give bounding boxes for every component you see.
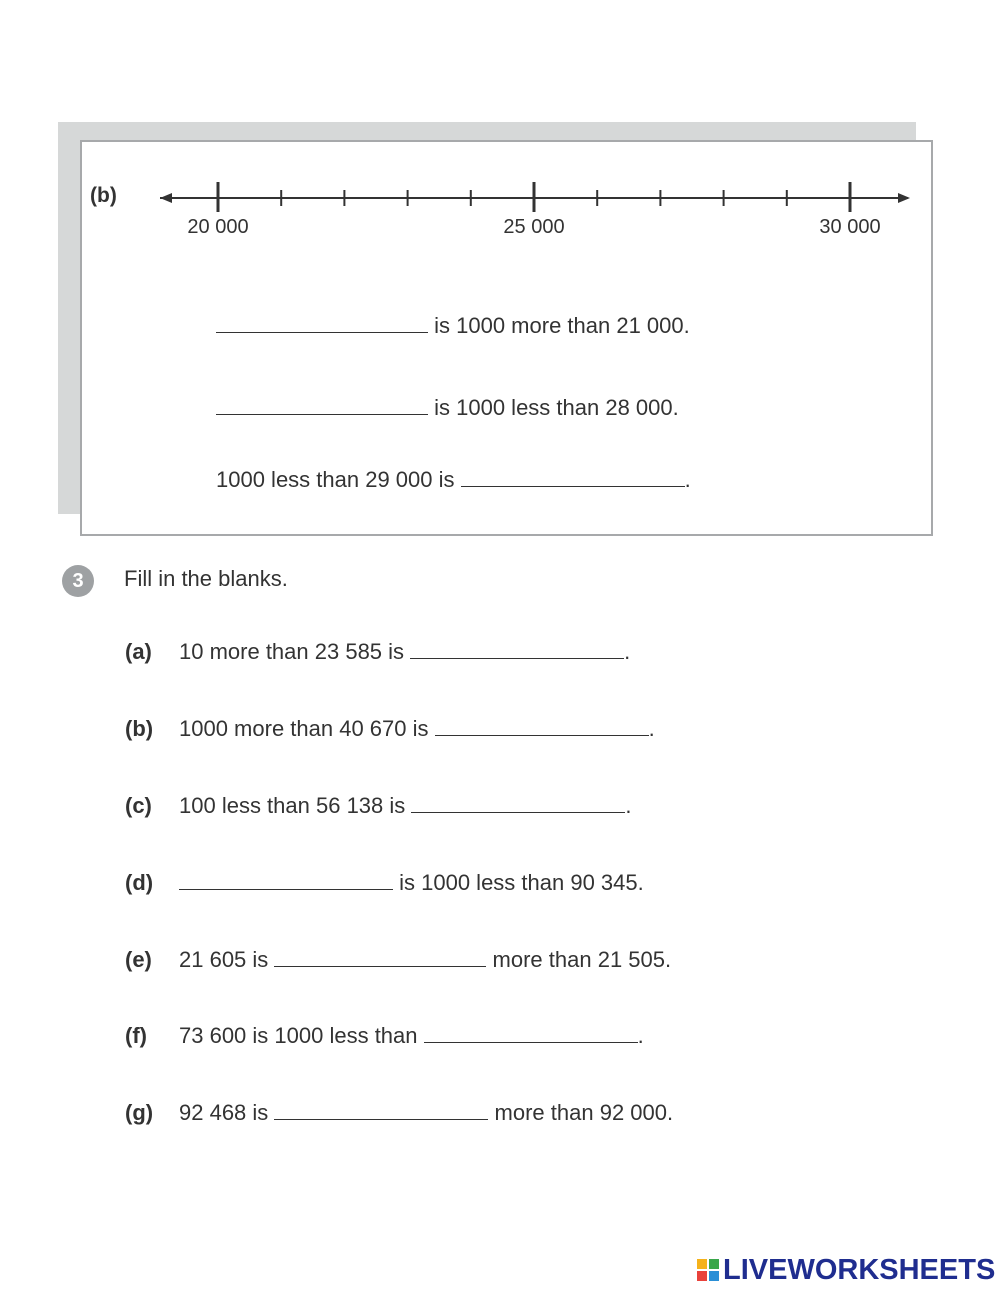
statement-text: is 1000 more than 21 000. (434, 313, 690, 338)
item-letter: (c) (125, 793, 152, 818)
question-instruction: Fill in the blanks. (124, 566, 288, 591)
logo-square (697, 1259, 707, 1269)
answer-blank[interactable] (179, 869, 393, 890)
item-letter: (b) (125, 716, 154, 741)
item-c (125, 792, 632, 819)
item-d (125, 869, 644, 896)
item-text-after: . (637, 1023, 644, 1048)
tick-label-20000: 20 000 (187, 216, 249, 238)
statement-text: is 1000 less than 28 000. (434, 395, 679, 420)
item-letter: (f) (125, 1023, 147, 1048)
item-text-before: 100 less than 56 138 is (179, 793, 406, 818)
item-letter: (d) (125, 870, 154, 895)
answer-blank[interactable] (435, 715, 649, 736)
answer-blank[interactable] (216, 394, 428, 415)
answer-blank[interactable] (274, 1099, 488, 1120)
tick-label-25000: 25 000 (503, 216, 565, 238)
logo-text: LIVEWORKSHEETS (723, 1253, 996, 1286)
item-text-after: more than 92 000. (494, 1100, 674, 1125)
question-number-badge: 3 (62, 565, 94, 597)
item-text-before: 73 600 is 1000 less than (179, 1023, 418, 1048)
item-text-after: . (648, 716, 655, 741)
statement-1 (216, 312, 690, 339)
statement-text: 1000 less than 29 000 is (216, 467, 455, 492)
item-text-after: . (625, 793, 632, 818)
logo-square (709, 1259, 719, 1269)
answer-blank[interactable] (424, 1022, 638, 1043)
item-text-after: . (624, 639, 631, 664)
item-text-after: is 1000 less than 90 345. (399, 870, 644, 895)
item-e (125, 946, 671, 973)
item-text-before: 21 605 is (179, 947, 269, 972)
statement-3 (216, 466, 691, 493)
answer-blank[interactable] (216, 312, 428, 333)
item-letter: (g) (125, 1100, 154, 1125)
number-line-box (80, 140, 933, 536)
liveworksheets-logo (697, 1255, 995, 1285)
number-line (82, 142, 931, 262)
statement-end: . (684, 467, 691, 492)
logo-grid-icon (697, 1259, 719, 1281)
item-letter: (e) (125, 947, 152, 972)
number-line-left-arrow (160, 193, 172, 203)
item-g (125, 1099, 673, 1126)
item-f (125, 1022, 644, 1049)
number-line-right-arrow (898, 193, 910, 203)
logo-square (709, 1271, 719, 1281)
item-text-before: 92 468 is (179, 1100, 269, 1125)
answer-blank[interactable] (274, 946, 486, 967)
logo-square (697, 1271, 707, 1281)
item-b (125, 715, 655, 742)
item-text-before: 1000 more than 40 670 is (179, 716, 429, 741)
answer-blank[interactable] (411, 792, 625, 813)
item-letter: (a) (125, 639, 152, 664)
item-text-before: 10 more than 23 585 is (179, 639, 405, 664)
statement-2 (216, 394, 679, 421)
answer-blank[interactable] (410, 638, 624, 659)
item-a (125, 638, 630, 665)
part-label-b: (b) (90, 184, 117, 207)
tick-label-30000: 30 000 (819, 216, 881, 238)
item-text-after: more than 21 505. (492, 947, 672, 972)
answer-blank[interactable] (461, 466, 685, 487)
